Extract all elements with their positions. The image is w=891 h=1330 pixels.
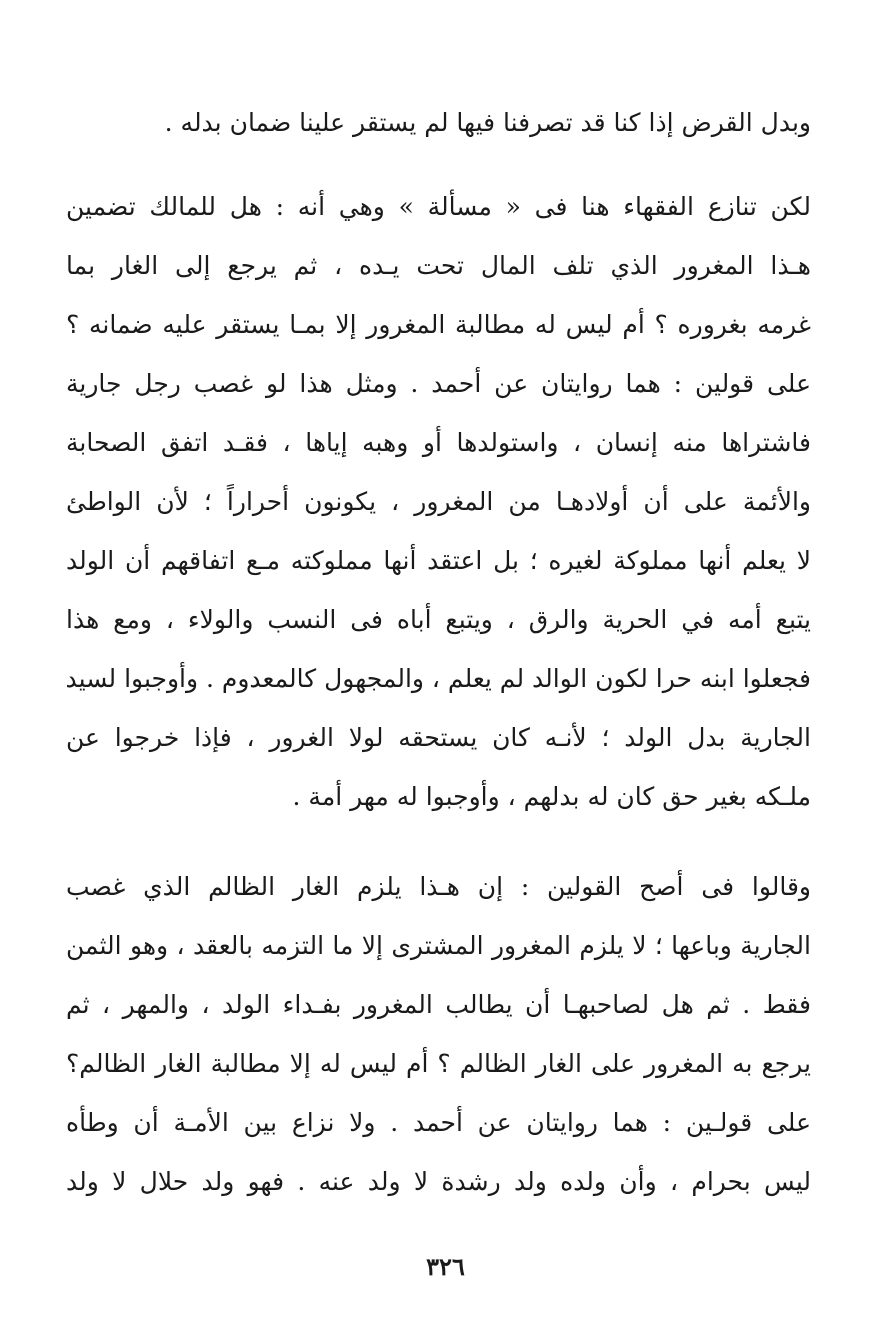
paragraph-1: [66, 93, 811, 152]
text-line: فقط . ثم هل لصاحبهـا أن يطالب المغرور بفـداء الولد ، والمهر ، ثم: [66, 990, 811, 1019]
text-line: ليس بحرام ، وأن ولده ولد رشدة لا ولد عنه . فهو ولد حلال لا ولد: [66, 1167, 811, 1196]
text-line: لا يعلم أنها مملوكة لغيره ؛ بل اعتقد أنها مملوكته مـع اتفاقهم أن الولد: [66, 546, 811, 575]
text-line: الجارية وباعها ؛ لا يلزم المغرور المشترى إلا ما التزمه بالعقد ، وهو الثمن: [66, 931, 811, 960]
text-line: على قولـين : هما روايتان عن أحمد . ولا نزاع بين الأمـة أن وطأه: [66, 1108, 811, 1137]
text-line: يرجع به المغرور على الغار الظالم ؟ أم ليس له إلا مطالبة الغار الظالم؟: [66, 1049, 811, 1078]
page-number: ٣٢٦: [426, 1252, 465, 1281]
paragraph-3: [66, 857, 811, 1211]
text-line: والأئمة على أن أولادهـا من المغرور ، يكونون أحراراً ؛ لأن الواطئ: [66, 487, 811, 516]
text-line: هـذا المغرور الذي تلف المال تحت يـده ، ثم يرجع إلى الغار بما: [66, 251, 811, 280]
text-line: الجارية بدل الولد ؛ لأنـه كان يستحقه لولا الغرور ، فإذا خرجوا عن: [66, 723, 811, 752]
text-line: وبدل القرض إذا كنا قد تصرفنا فيها لم يستقر علينا ضمان بدله .: [164, 108, 811, 137]
text-line: لكن تنازع الفقهاء هنا فى « مسألة » وهي أنه : هل للمالك تضمين: [66, 192, 811, 221]
text-line: غرمه بغروره ؟ أم ليس له مطالبة المغرور إلا بمـا يستقر عليه ضمانه ؟: [66, 310, 811, 339]
paragraph-2: [66, 177, 811, 826]
text-line: ملـكه بغير حق كان له بدلهم ، وأوجبوا له مهر أمة .: [292, 782, 811, 811]
text-line: على قولين : هما روايتان عن أحمد . ومثل هذا لو غصب رجل جارية: [66, 369, 811, 398]
text-line: يتبع أمه في الحرية والرق ، ويتبع أباه فى النسب والولاء ، ومع هذا: [66, 605, 811, 634]
text-line: وقالوا فى أصح القولين : إن هـذا يلزم الغار الظالم الذي غصب: [66, 872, 811, 901]
text-line: فجعلوا ابنه حرا لكون الوالد لم يعلم ، والمجهول كالمعدوم . وأوجبوا لسيد: [66, 664, 811, 693]
text-line: فاشتراها منه إنسان ، واستولدها أو وهبه إياها ، فقـد اتفق الصحابة: [66, 428, 811, 457]
